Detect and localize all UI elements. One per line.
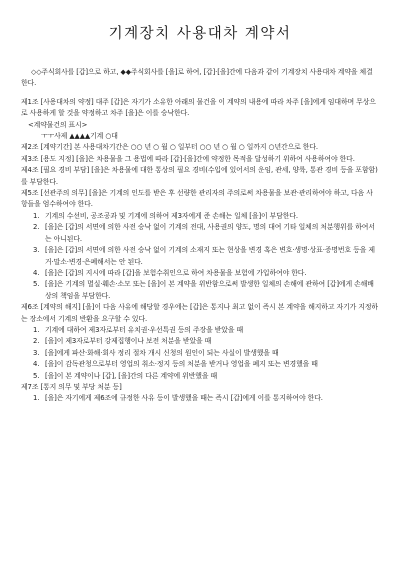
item-text: [을]은 [갑]의 지시에 따라 [갑]을 보험수취인으로 하여 차용물을 보험에 가입하여야 한다. — [45, 268, 307, 277]
list-item — [21, 393, 379, 404]
list-item — [21, 245, 379, 268]
article-2: 제2조 [계약기간] 본 사용대차기간은 ○○ 년 ○ 월 ○ 일부터 ○○ 년 ○ 월 ○ 일까지 ○년간으로 한다. — [21, 143, 318, 152]
article-5: 제5조 [선관주의 의무] [을]은 기계의 인도를 받은 후 선량한 관리자의 주의로써 차용물을 보관·관리하여야 하고, 다음 사항들을 엄수하여야 한다. — [21, 189, 373, 209]
item-number: 1. — [33, 211, 40, 220]
item-number: 3. — [33, 348, 40, 357]
list-item — [21, 325, 379, 336]
item-text: [을]이 제3자로부터 강제집행이나 보전 처분을 받았을 때 — [45, 337, 212, 346]
list-item — [21, 211, 379, 222]
article-1-item: ㅜㅜ사제 ▲▲▲▲기계 ○대 — [41, 132, 118, 141]
item-number: 3. — [33, 246, 40, 255]
item-number: 4. — [33, 268, 40, 277]
article-6: 제6조 [계약의 해지] [을]이 다음 사유에 해당할 경우에는 [갑]은 통지나 최고 없이 즉시 본 계약을 해지하고 자기가 지정하는 장소에서 기계의 반환을 요구할 수 있다. — [21, 303, 378, 323]
list-item — [21, 222, 379, 245]
article-3: 제3조 [용도 지정] [을]은 차용물을 그 용법에 따라 [갑]·[을]간에 약정한 목적을 달성하기 위하여 사용하여야 한다. — [21, 154, 355, 163]
document-title: 기계장치 사용대차 계약서 — [108, 26, 292, 42]
list-item — [21, 348, 379, 359]
article-5-list — [21, 211, 379, 302]
list-item — [21, 359, 379, 370]
item-text: 기계에 대하여 제3자로부터 유치권·우선특권 등의 주장을 받았을 때 — [45, 325, 244, 334]
list-item — [21, 279, 379, 302]
item-text: [을]에게 파산·화해·회사 정리 절차 개시 신청의 원인이 되는 사실이 발생했을 때 — [45, 348, 279, 357]
item-number: 1. — [33, 394, 40, 403]
item-text: [을]은 기계의 멸실·훼손·소모 또는 [을]이 본 계약을 위반함으로써 발생한 일체의 손해에 관하여 [갑]에게 손해배상의 책임을 부담한다. — [45, 280, 374, 300]
article-7: 제7조 [통지 의무 및 부당 처분 등] — [21, 382, 122, 391]
article-1: 제1조 [사용대차의 약정] 대주 [갑]은 자기가 소유한 아래의 물건을 이 계약의 내용에 따라 차주 [을]에게 임대하며 무상으로 사용하게 할 것을 약정하고 차주 [을]은 이를 승낙한다. — [21, 97, 376, 118]
list-item — [21, 371, 379, 382]
list-item — [21, 336, 379, 347]
list-item — [21, 268, 379, 279]
item-number: 1. — [33, 325, 40, 334]
article-4: 제4조 [필요 경비 부담] [을]은 차용물에 대한 통상의 필요 경비(수입에 있어서의 운임, 관세, 양륙, 통관 경비 등을 포함함)를 부담한다. — [21, 166, 378, 186]
document-body — [21, 67, 379, 405]
item-text: [을]이 감독관청으로부터 영업의 취소·정지 등의 처분을 받거나 영업을 폐지 또는 변경했을 때 — [45, 360, 318, 369]
item-number: 5. — [33, 280, 40, 289]
item-text: [을]이 본 계약이나 [갑], [을]간의 다른 계약에 위반했을 때 — [45, 371, 218, 380]
item-text: [을]은 [갑]의 서면에 의한 사전 승낙 없이 기계의 전대, 사용권의 양도, 명의 대여 기타 일체의 처분행위를 하여서는 아니된다. — [45, 223, 375, 243]
article-6-list — [21, 325, 379, 382]
item-number: 4. — [33, 360, 40, 369]
item-number: 5. — [33, 371, 40, 380]
item-number: 2. — [33, 337, 40, 346]
article-7-list — [21, 393, 379, 404]
item-number: 2. — [33, 223, 40, 232]
item-text: [을]은 [갑]의 서면에 의한 사전 승낙 없이 기계의 소재지 또는 현상을 변경 혹은 변호·생명·상표·증명번호 등을 제거·말소·변경·은폐해서는 안 된다. — [45, 246, 375, 266]
item-text: 기계의 수선비, 공조공과 및 기계에 의하여 제3자에게 준 손해는 일체 [을]이 부담한다. — [45, 211, 298, 220]
intro-paragraph: ◇◇주식회사를 [갑]으로 하고, ◆◆주식회사를 [을]로 하여, [갑]·[을]간에 다음과 같이 기계장치 사용대차 계약을 체결한다. — [21, 68, 373, 88]
article-1-heading: <계약물건의 표시> — [28, 120, 88, 129]
item-text: [을]은 자기에게 제6조에 규정한 사유 등이 발생했을 때는 즉시 [갑]에게 이를 통지하여야 한다. — [45, 394, 323, 403]
